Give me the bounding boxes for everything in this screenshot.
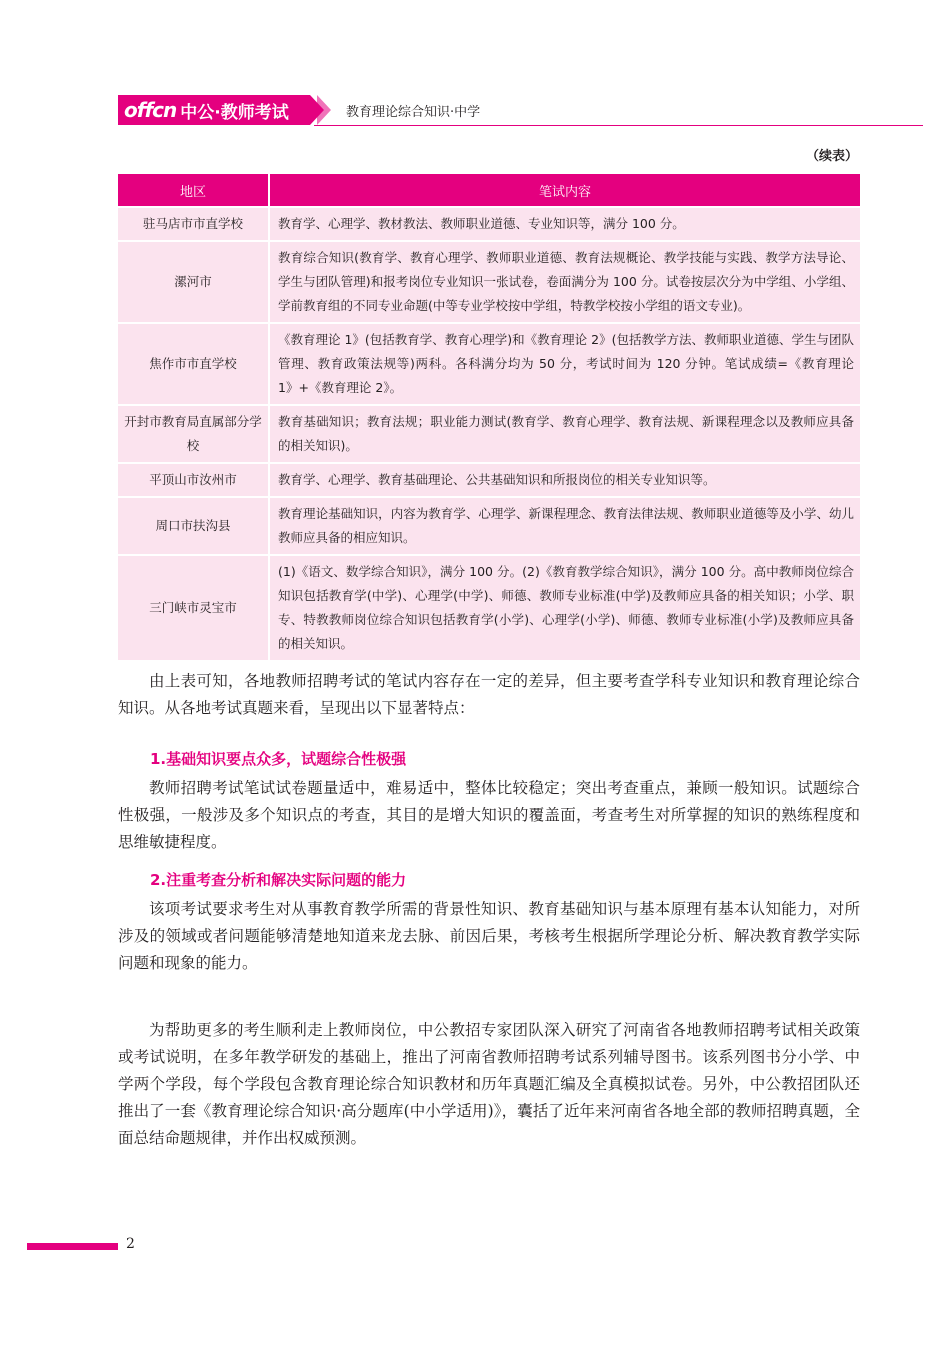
content-cell: 《教育理论 1》(包括教育学、教育心理学)和《教育理论 2》(包括教学方法、教师职业道德、学生与团队管理、教育政策法规等)两科。各科满分均为 50 分，考试时间为 120 分钟。笔试成绩=《教育理论 1》+《教育理论 2》。 — [270, 324, 860, 404]
exam-content-table — [118, 172, 860, 662]
content-cell: 教育学、心理学、教材教法、教师职业道德、专业知识等，满分 100 分。 — [270, 208, 860, 240]
column-header-content: 笔试内容 — [270, 174, 860, 206]
section-2-paragraph: 该项考试要求考生对从事教育教学所需的背景性知识、教育基础知识与基本原理有基本认知能力，对所涉及的领域或者问题能够清楚地知道来龙去脉、前因后果，考核考生根据所学理论分析、解决教育教学实际问题和现象的能力。 — [118, 900, 860, 972]
section-heading-1: 1.基础知识要点众多，试题综合性极强 — [150, 750, 407, 768]
region-cell: 三门峡市灵宝市 — [118, 556, 270, 660]
table-row — [118, 324, 860, 404]
column-header-region: 地区 — [118, 174, 270, 206]
brand-logo — [118, 95, 310, 125]
logo-latin-text: offcn — [124, 98, 177, 122]
table-row — [118, 242, 860, 322]
table-row — [118, 464, 860, 496]
content-cell: 教育基础知识；教育法规；职业能力测试(教育学、教育心理学、教育法规、新课程理念以及教师应具备的相关知识)。 — [270, 406, 860, 462]
section-1-paragraph: 教师招聘考试笔试试卷题量适中，难易适中，整体比较稳定；突出考查重点，兼顾一般知识。试题综合性极强，一般涉及多个知识点的考查，其目的是增大知识的覆盖面，考查考生对所掌握的知识的熟练程度和思维敏捷程度。 — [118, 779, 860, 851]
page-header — [118, 95, 923, 127]
book-subtitle: 教育理论综合知识·中学 — [346, 105, 481, 120]
header-divider — [314, 125, 923, 126]
table-row — [118, 498, 860, 554]
region-cell: 开封市教育局直属部分学校 — [118, 406, 270, 462]
content-cell: 教育学、心理学、教育基础理论、公共基础知识和所报岗位的相关专业知识等。 — [270, 464, 860, 496]
table-row — [118, 208, 860, 240]
logo-arrow-shadow-icon — [317, 95, 331, 125]
logo-chinese-text: 中公·教师考试 — [180, 102, 289, 123]
continued-label: （续表） — [805, 149, 858, 164]
region-cell: 周口市扶沟县 — [118, 498, 270, 554]
intro-paragraph: 由上表可知，各地教师招聘考试的笔试内容存在一定的差异，但主要考查学科专业知识和教育理论综合知识。从各地考试真题来看，呈现出以下显著特点： — [118, 672, 860, 717]
table-row — [118, 556, 860, 660]
section-heading-2: 2.注重考查分析和解决实际问题的能力 — [150, 871, 407, 889]
region-cell: 驻马店市市直学校 — [118, 208, 270, 240]
closing-paragraph: 为帮助更多的考生顺利走上教师岗位，中公教招专家团队深入研究了河南省各地教师招聘考试相关政策或考试说明，在多年教学研发的基础上，推出了河南省教师招聘考试系列辅导图书。该系列图书分小学、中学两个学段，每个学段包含教育理论综合知识教材和历年真题汇编及全真模拟试卷。另外，中公教招团队还推出了一套《教育理论综合知识·高分题库(中小学适用)》，囊括了近年来河南省各地全部的教师招聘真题，全面总结命题规律，并作出权威预测。 — [118, 1021, 860, 1147]
table-header-row — [118, 174, 860, 206]
content-cell: (1)《语文、数学综合知识》，满分 100 分。(2)《教育教学综合知识》，满分 100 分。高中教师岗位综合知识包括教育学(中学)、心理学(中学)、师德、教师专业标准(中学)及教师应具备的相关知识；小学、职专、特教教师岗位综合知识包括教育学(小学)、心理学(小学)、师德、教师专业标准(小学)及教师应具备的相关知识。 — [270, 556, 860, 660]
footer-accent-bar — [27, 1243, 118, 1250]
region-cell: 焦作市市直学校 — [118, 324, 270, 404]
content-cell: 教育综合知识(教育学、教育心理学、教师职业道德、教育法规概论、教学技能与实践、教学方法导论、学生与团队管理)和报考岗位专业知识一张试卷，卷面满分为 100 分。试卷按层次分为中学组、小学组、学前教育组的不同专业命题(中等专业学校按中学组，特教学校按小学组的语文专业)。 — [270, 242, 860, 322]
content-cell: 教育理论基础知识，内容为教育学、心理学、新课程理念、教育法律法规、教师职业道德等及小学、幼儿教师应具备的相应知识。 — [270, 498, 860, 554]
page-number: 2 — [126, 1236, 135, 1252]
table-row — [118, 406, 860, 462]
region-cell: 漯河市 — [118, 242, 270, 322]
region-cell: 平顶山市汝州市 — [118, 464, 270, 496]
